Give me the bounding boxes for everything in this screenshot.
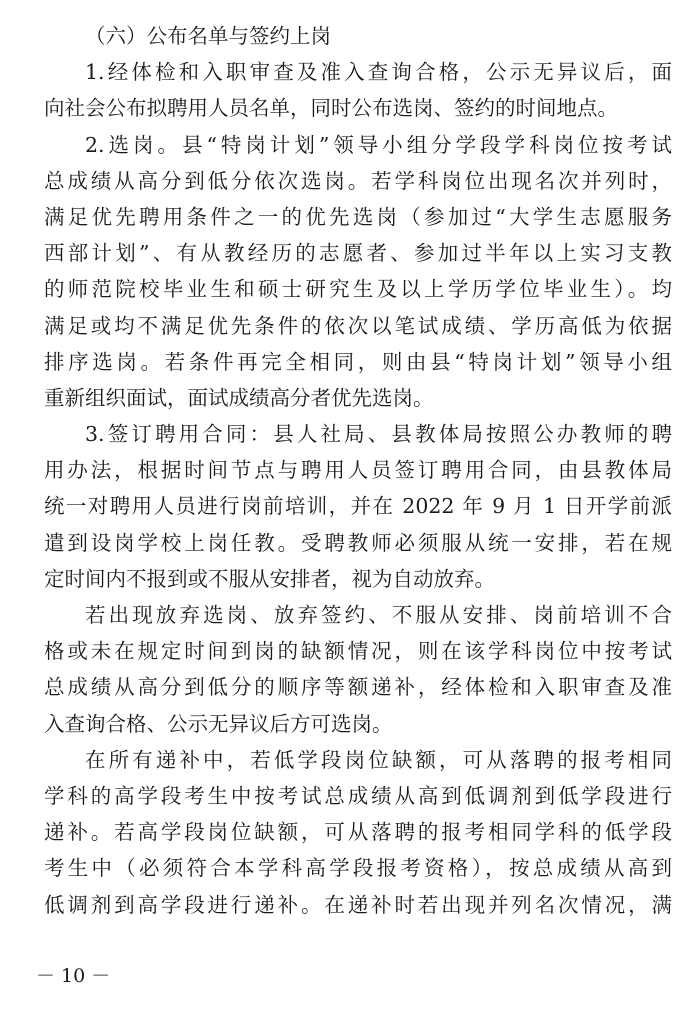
text-line: 1.经体检和入职审查及准入查询合格，公示无异议后，面 [85,60,672,85]
text-line: 满足或均不满足优先条件的依次以笔试成绩、学历高低为依据 [44,313,672,338]
text-line: 格或未在规定时间到岗的缺额情况，则在该学科岗位中按考试 [44,639,672,664]
text-line: 定时间内不报到或不服从安排者，视为自动放弃。 [44,566,495,591]
text-line: 遣到设岗学校上岗任教。受聘教师必须服从统一安排，若在规 [44,530,672,555]
text-line: 若出现放弃选岗、放弃签约、不服从安排、岗前培训不合 [85,603,672,627]
text-line: 西部计划”、有从教经历的志愿者、参加过半年以上实习支教 [44,241,672,266]
text-line: 重新组织面试，面试成绩高分者优先选岗。 [44,385,434,410]
text-line: 向社会公布拟聘用人员名单，同时公布选岗、签约的时间地点。 [44,96,618,121]
document-body [44,18,672,923]
text-line: 满足优先聘用条件之一的优先选岗（参加过“大学生志愿服务 [44,204,672,229]
text-line: 考生中（必须符合本学科高学段报考资格），按总成绩从高到 [44,856,672,881]
text-line: 低调剂到高学段进行递补。在递补时若出现并列名次情况，满 [44,892,672,917]
text-line: 总成绩从高分到低分的顺序等额递补，经体检和入职审查及准 [44,675,672,700]
text-line: 总成绩从高分到低分依次选岗。若学科岗位出现名次并列时， [44,168,672,193]
page-number: － 10 － [36,965,111,987]
text-line: 3.签订聘用合同：县人社局、县教体局按照公办教师的聘 [85,422,672,447]
text-line: 递补。若高学段岗位缺额，可从落聘的报考相同学科的低学段 [44,820,672,845]
text-line: 统一对聘用人员进行岗前培训，并在 2022 年 9 月 1 日开学前派 [44,494,672,519]
section-heading: （六）公布名单与签约上岗 [85,24,331,48]
text-line: 用办法，根据时间节点与聘用人员签订聘用合同，由县教体局 [44,458,672,483]
text-line: 学科的高学段考生中按考试总成绩从高到低调剂到低学段进行 [44,783,672,808]
text-line: 在所有递补中，若低学段岗位缺额，可从落聘的报考相同 [85,747,672,772]
text-line: 入查询合格、公示无异议后方可选岗。 [44,711,393,736]
text-line: 排序选岗。若条件再完全相同，则由县“特岗计划”领导小组 [44,349,672,374]
text-line: 2.选岗。县“特岗计划”领导小组分学段学科岗位按考试 [85,132,672,157]
text-line: 的师范院校毕业生和硕士研究生及以上学历学位毕业生）。均 [44,277,672,302]
